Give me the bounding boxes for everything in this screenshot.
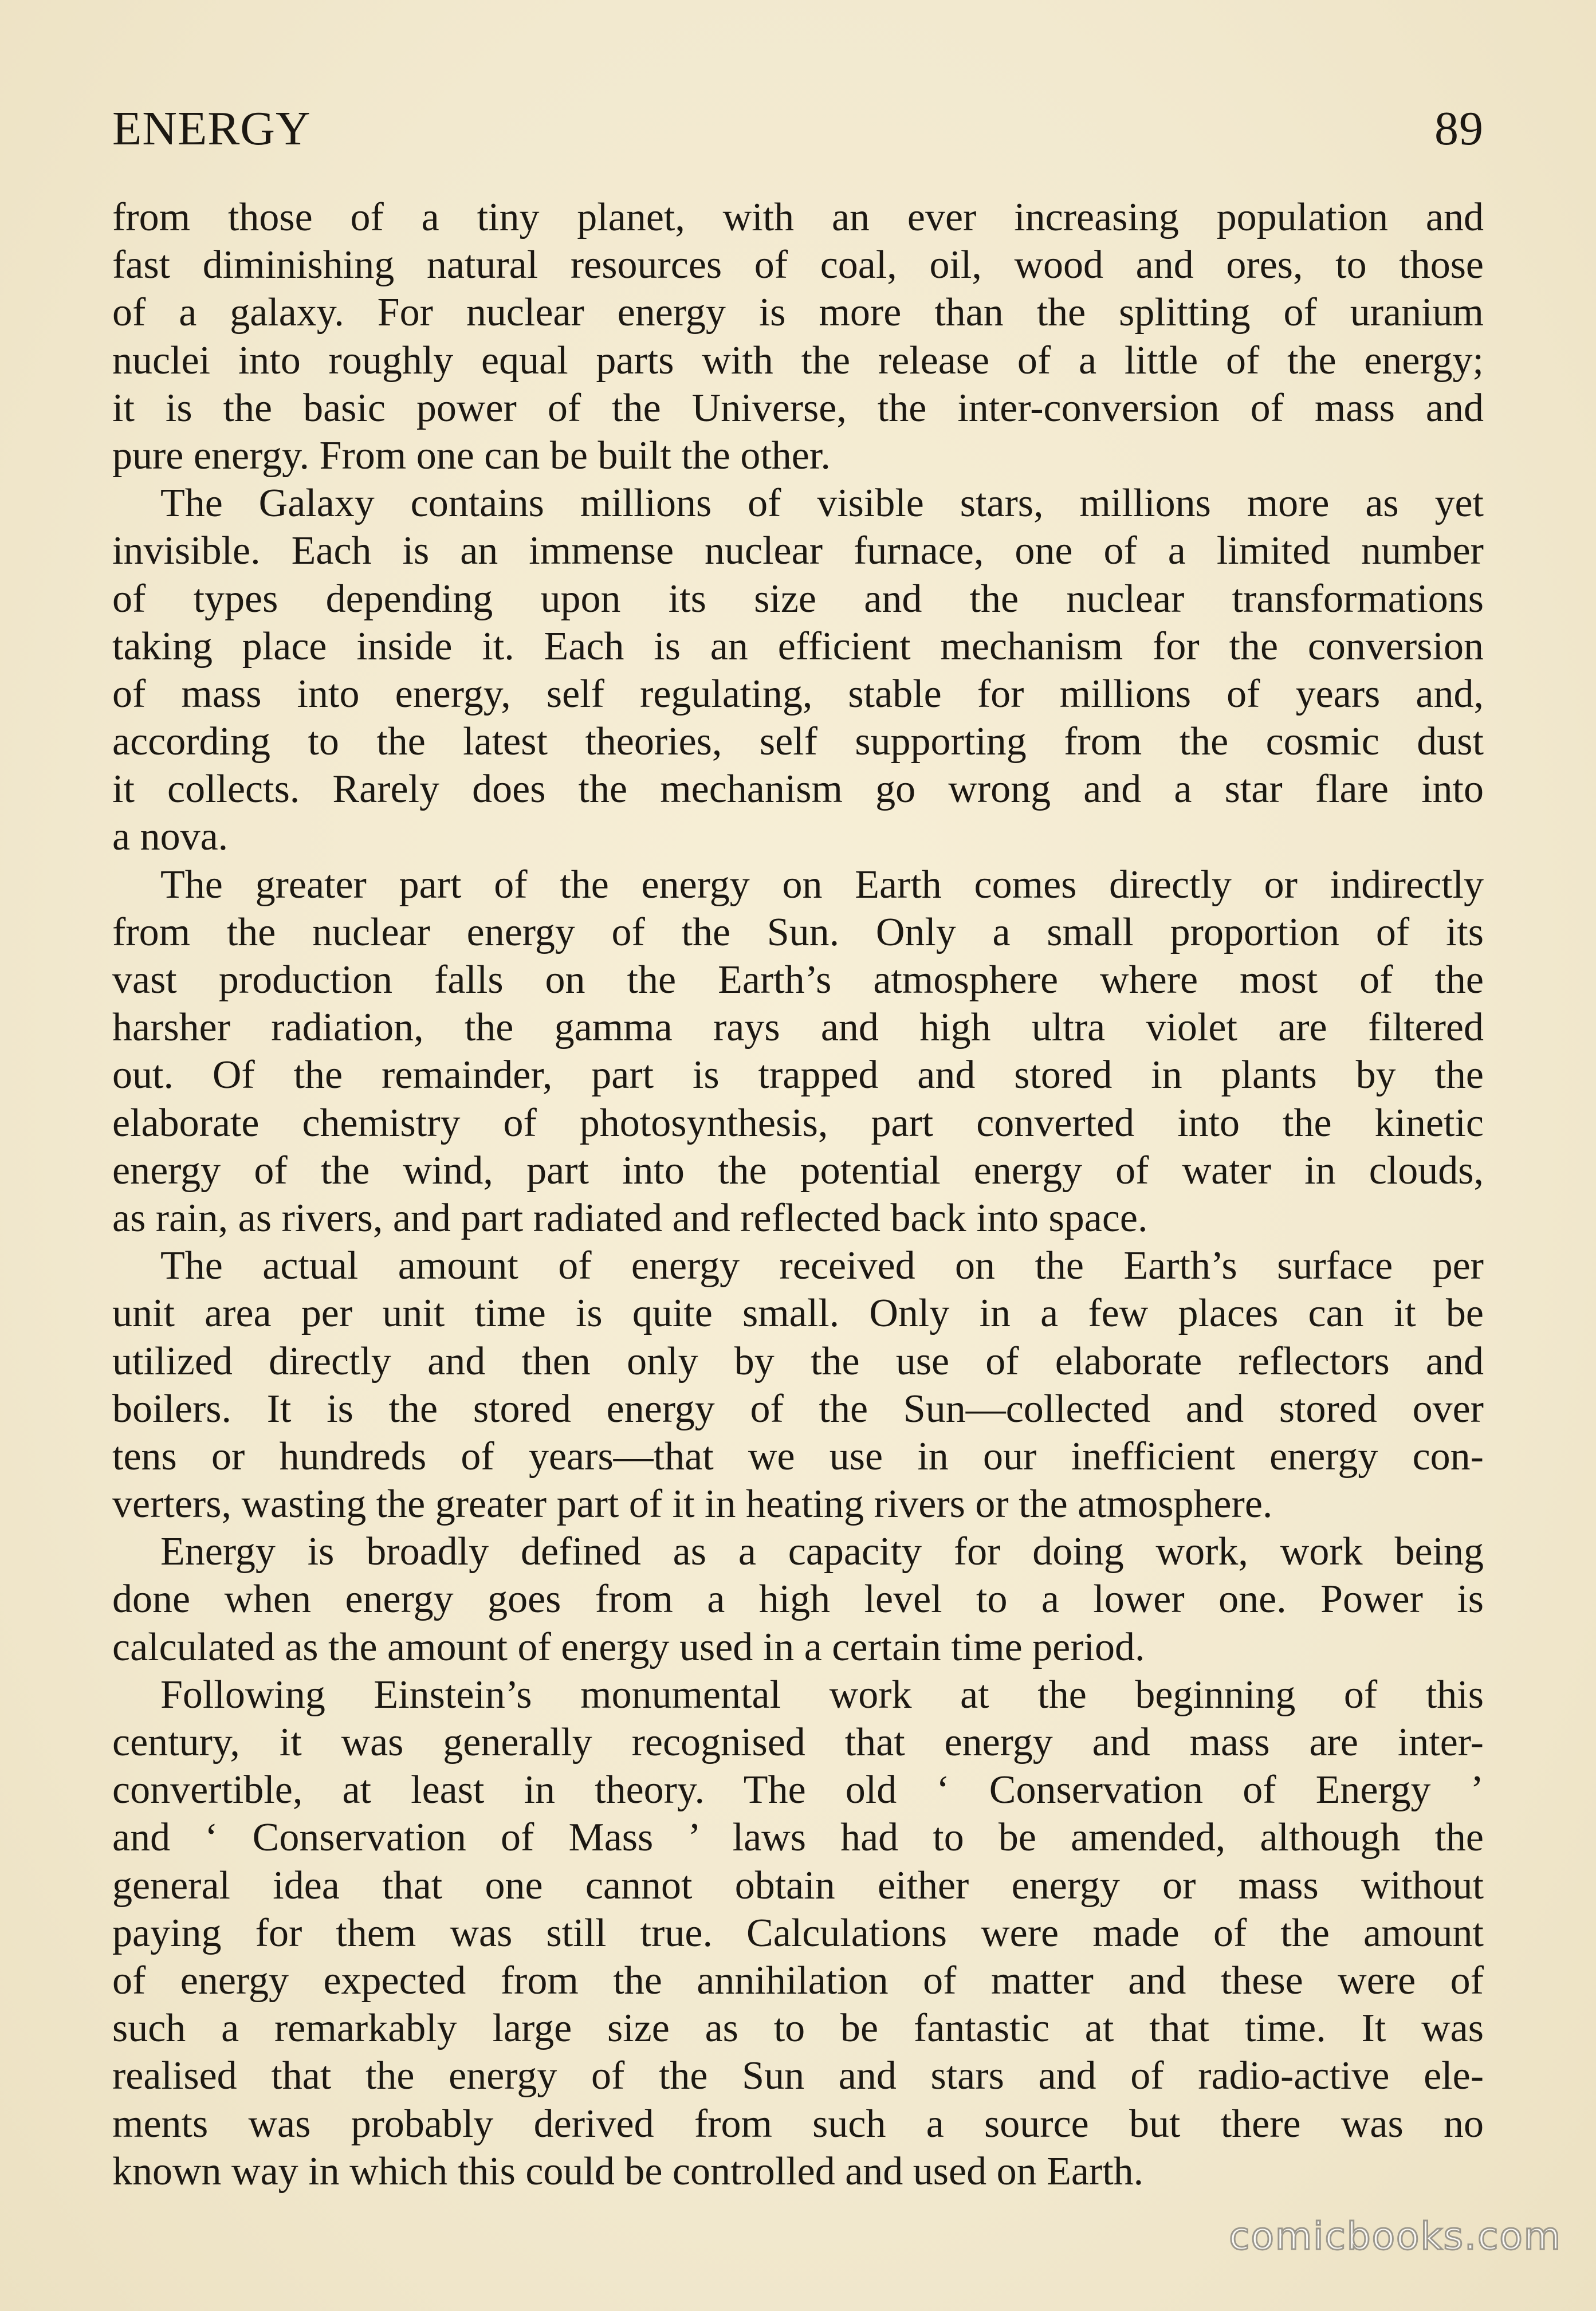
text-line: fast diminishing natural resources of coal, oil, wood and ores, to those	[112, 243, 1484, 288]
text-line: from the nuclear energy of the Sun. Only a small proportion of its	[112, 910, 1484, 954]
text-line: verters, wasting the greater part of it in heating rivers or the atmosphere.	[112, 1482, 1273, 1527]
text-line: it collects. Rarely does the mechanism go wrong and a star flare into	[112, 767, 1484, 812]
text-line: of types depending upon its size and the nuclear transformations	[112, 576, 1484, 621]
text-line: calculated as the amount of energy used in a certain time period.	[112, 1625, 1145, 1669]
text-line: The Galaxy contains millions of visible stars, millions more as yet	[160, 481, 1484, 526]
text-line: The actual amount of energy received on the Earth’s surface per	[160, 1244, 1484, 1288]
text-line: of a galaxy. For nuclear energy is more than the splitting of uranium	[112, 290, 1484, 335]
text-line: of mass into energy, self regulating, stable for millions of years and,	[112, 671, 1484, 716]
text-line: pure energy. From one can be built the other.	[112, 433, 831, 478]
text-line: nuclei into roughly equal parts with the release of a little of the energy;	[112, 338, 1484, 383]
text-line: utilized directly and then only by the use of elaborate reflectors and	[112, 1339, 1484, 1384]
text-line: realised that the energy of the Sun and stars and of radio-active ele-	[112, 2054, 1484, 2098]
text-line: energy of the wind, part into the potential energy of water in clouds,	[112, 1148, 1484, 1193]
paragraph	[112, 194, 1484, 480]
text-line: according to the latest theories, self supporting from the cosmic dust	[112, 720, 1484, 764]
text-line: The greater part of the energy on Earth comes directly or indirectly	[160, 862, 1484, 907]
text-line: a nova.	[112, 815, 229, 859]
text-line: from those of a tiny planet, with an ever increasing population and	[112, 195, 1484, 239]
paragraph	[112, 1671, 1484, 2195]
paragraph	[112, 480, 1484, 861]
watermark: comicbooks.com	[1229, 2214, 1562, 2258]
text-line: elaborate chemistry of photosynthesis, part converted into the kinetic	[112, 1101, 1484, 1145]
text-line: Energy is broadly defined as a capacity for doing work, work being	[160, 1530, 1484, 1574]
text-line: ments was probably derived from such a source but there was no	[112, 2101, 1484, 2146]
text-line: boilers. It is the stored energy of the Sun—collected and stored over	[112, 1386, 1484, 1431]
text-line: done when energy goes from a high level to a lower one. Power is	[112, 1577, 1484, 1622]
paragraph	[112, 1242, 1484, 1528]
text-line: out. Of the remainder, part is trapped and stored in plants by the	[112, 1053, 1484, 1098]
page-number: 89	[1434, 102, 1484, 155]
paragraph	[112, 861, 1484, 1243]
text-line: general idea that one cannot obtain either energy or mass without	[112, 1863, 1484, 1908]
text-line: taking place inside it. Each is an efficient mechanism for the conversion	[112, 624, 1484, 669]
paragraph	[112, 1528, 1484, 1671]
text-line: known way in which this could be controlled and used on Earth.	[112, 2149, 1144, 2194]
text-line: paying for them was still true. Calculations were made of the amount	[112, 1911, 1484, 1955]
text-line: century, it was generally recognised that energy and mass are inter-	[112, 1720, 1484, 1764]
text-line: invisible. Each is an immense nuclear furnace, one of a limited number	[112, 529, 1484, 573]
text-line: Following Einstein’s monumental work at the beginning of this	[160, 1672, 1484, 1717]
body-text	[112, 194, 1484, 2195]
chapter-title: ENERGY	[112, 102, 311, 155]
text-line: harsher radiation, the gamma rays and high ultra violet are filtered	[112, 1005, 1484, 1050]
text-line: of energy expected from the annihilation of matter and these were of	[112, 1958, 1484, 2003]
text-line: such a remarkably large size as to be fantastic at that time. It was	[112, 2006, 1484, 2051]
text-line: and ‘ Conservation of Mass ’ laws had to be amended, although the	[112, 1815, 1484, 1860]
text-line: as rain, as rivers, and part radiated and reflected back into space.	[112, 1196, 1148, 1240]
text-line: tens or hundreds of years—that we use in our inefficient energy con-	[112, 1434, 1484, 1479]
running-header	[112, 97, 1484, 160]
text-line: vast production falls on the Earth’s atmosphere where most of the	[112, 958, 1484, 1002]
text-line: it is the basic power of the Universe, the inter-conversion of mass and	[112, 386, 1484, 430]
text-line: convertible, at least in theory. The old ‘ Conservation of Energy ’	[112, 1768, 1484, 1813]
text-line: unit area per unit time is quite small. Only in a few places can it be	[112, 1291, 1484, 1336]
